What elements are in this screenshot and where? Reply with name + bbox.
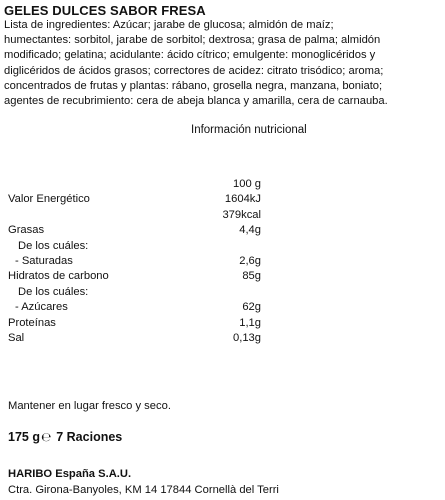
nutrition-row bbox=[0, 255, 445, 270]
nutrient-value: 1,1g bbox=[239, 316, 261, 329]
nutrient-label: Sal bbox=[8, 331, 25, 344]
nutrition-row bbox=[0, 178, 445, 193]
nutrient-value: 62g bbox=[242, 301, 261, 314]
product-title: GELES DULCES SABOR FRESA bbox=[4, 3, 206, 18]
nutrient-label: Proteínas bbox=[8, 316, 56, 329]
nutrition-row bbox=[0, 332, 445, 347]
nutrient-label: Hidratos de carbono bbox=[8, 270, 109, 283]
ingredients-line: agentes de recubrimiento: cera de abeja blanca y amarilla, cera de carnauba. bbox=[4, 95, 388, 108]
nutrient-label: Grasas bbox=[8, 224, 45, 237]
nutrient-value: 4,4g bbox=[239, 224, 261, 237]
nutrition-table bbox=[0, 178, 445, 347]
nutrition-row bbox=[0, 209, 445, 224]
nutrition-title: Información nutricional bbox=[191, 124, 307, 136]
nutrient-value: 379kcal bbox=[222, 208, 261, 221]
net-weight: 175 g bbox=[8, 430, 40, 444]
ingredients-list bbox=[4, 18, 436, 109]
estimated-sign-icon: ℮ bbox=[40, 430, 52, 444]
ingredients-line: Lista de ingredientes: Azúcar; jarabe de glucosa; almidón de maíz; bbox=[4, 19, 334, 31]
nutrient-value: 85g bbox=[242, 270, 261, 283]
nutrition-row bbox=[0, 224, 445, 239]
net-weight-line bbox=[8, 430, 122, 444]
ingredients-line: modificado; gelatina; acidulante: ácido cítrico; emulgente: monoglicéridos y bbox=[4, 49, 376, 62]
nutrient-sublabel: De los cuáles: bbox=[18, 285, 89, 298]
servings-count: 7 Raciones bbox=[56, 430, 123, 444]
nutrient-value: 0,13g bbox=[233, 331, 261, 344]
nutrition-row bbox=[0, 193, 445, 208]
manufacturer-address: Ctra. Girona-Banyoles, KM 14 17844 Cornellà del Terri bbox=[8, 484, 279, 496]
nutrient-value: 2,6g bbox=[239, 254, 261, 267]
nutrition-row bbox=[0, 301, 445, 316]
ingredients-line: humectantes: sorbitol, jarabe de sorbitol; dextrosa; grasa de palma; almidón bbox=[4, 34, 381, 47]
ingredients-line: concentrados de frutas y plantas: rábano, grosella negra, manzana, boniato; bbox=[4, 79, 383, 92]
nutrition-row bbox=[0, 270, 445, 285]
storage-instructions: Mantener en lugar fresco y seco. bbox=[8, 400, 171, 412]
manufacturer-name: HARIBO España S.A.U. bbox=[8, 468, 132, 480]
nutrient-value: 1604kJ bbox=[224, 193, 261, 206]
nutrient-sublabel: De los cuáles: bbox=[18, 239, 89, 252]
nutrition-row bbox=[0, 317, 445, 332]
ingredients-line: diglicéridos de ácidos grasos; correctores de acidez: citrato trisódico; aroma; bbox=[4, 64, 384, 77]
nutrient-value: 100 g bbox=[233, 178, 261, 190]
nutrient-sublabel: - Saturadas bbox=[15, 254, 73, 267]
nutrient-sublabel: - Azúcares bbox=[15, 301, 68, 314]
nutrient-label: Valor Energético bbox=[8, 193, 90, 206]
nutrition-row bbox=[0, 286, 445, 301]
nutrition-row bbox=[0, 240, 445, 255]
